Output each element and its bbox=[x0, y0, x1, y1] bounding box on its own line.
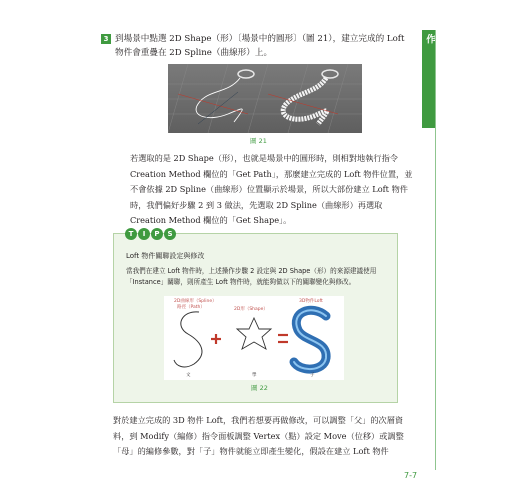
step-3-text: 到場景中點選 2D Shape（形）〔場景中的圓形〕（圖 21），建立完成的 Loft 物件會重疊在 2D Spline（曲線形）上。 bbox=[115, 34, 405, 58]
label-char-1: 文 bbox=[186, 373, 191, 378]
tips-badge bbox=[125, 228, 177, 241]
chapter-side-tab bbox=[422, 30, 449, 128]
s-curve-path bbox=[174, 312, 202, 367]
figure-21-image bbox=[168, 64, 362, 133]
figure-22-caption: 圖 22 bbox=[251, 384, 268, 392]
star-shape bbox=[237, 318, 271, 349]
figure-22 bbox=[164, 296, 344, 380]
tips-badge-letter: T bbox=[125, 228, 137, 240]
body-paragraph-1: 若選取的是 2D Shape（形），也就是場景中的圓形時，則相對地執行指令 Creation Method 欄位的「Get Path」，那麼建立完成的 Loft 物件位置，並不會依據 2D Spline（曲線形）位置顯示於場景，所以大部份建立 Loft 物件時，我們偏好步驟 2 到 3 做法，先選取 2D Spline（曲線形）再選取 Creation Method 欄位的「Get Shape」。 bbox=[130, 153, 413, 226]
figure-21-caption: 圖 21 bbox=[250, 137, 267, 145]
tips-badge-letter: I bbox=[138, 228, 150, 240]
label-shape: 2D形（Shape） bbox=[234, 307, 268, 312]
step-number-badge: 3 bbox=[101, 34, 111, 44]
tips-box bbox=[113, 230, 398, 403]
label-path: 路徑（Path） bbox=[177, 305, 205, 310]
tips-body: 當我們在建立 Loft 物件時，上述操作步驟 2 設定與 2D Shape（形）的來源建議使用「Instance」關聯，則所產生 Loft 物件時，就能夠做以下的關聯變化與修改。 bbox=[126, 267, 377, 286]
body-paragraph-2: 對於建立完成的 3D 物件 Loft，我們若想要再做修改，可以調整「父」的次層資料，到 Modify（編修）指令面板調整 Vertex（點）設定 Move（位移）或調整「母」的編修參數，對「子」物件就能立即產生變化，假設在建立 Loft 物件 bbox=[113, 415, 404, 457]
label-loft: 3D物件Loft bbox=[299, 299, 323, 304]
equals-sign bbox=[278, 335, 288, 342]
chapter-side-tab-label: 7-2 Loft 物件的製作 bbox=[424, 34, 449, 124]
plus-sign bbox=[211, 334, 221, 344]
label-spline: 2D曲線形（Spline） bbox=[174, 299, 217, 304]
step-3 bbox=[103, 32, 415, 60]
tips-badge-letter: P bbox=[151, 228, 163, 240]
tips-title: Loft 物件關聯設定與修改 bbox=[126, 252, 205, 260]
figure-21-viewport bbox=[168, 64, 362, 133]
side-rule bbox=[435, 30, 436, 470]
page-number: 7-7 bbox=[404, 471, 418, 480]
tips-badge-letter: S bbox=[164, 228, 176, 240]
label-char-3: 子 bbox=[310, 373, 315, 378]
label-char-2: 學 bbox=[252, 373, 257, 378]
